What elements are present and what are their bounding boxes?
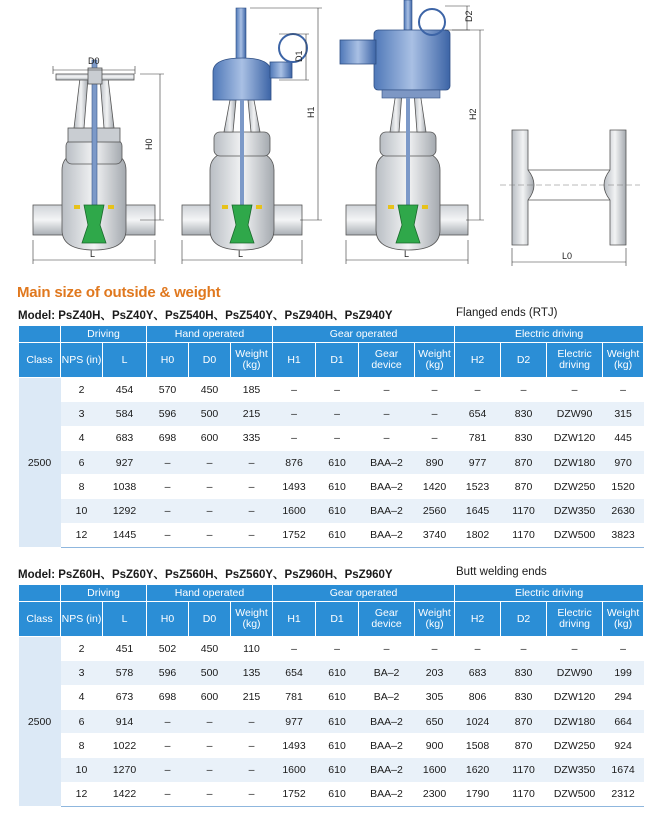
model-list: PsZ40H、PsZ40Y、PsZ540H、PsZ540Y、PsZ940H、PsZ940Y [58, 310, 393, 322]
cell-d1: 610 [316, 475, 359, 499]
cell-h2: 1523 [455, 475, 501, 499]
cell-d1: 610 [316, 685, 359, 709]
cell-hand-weight: – [231, 782, 273, 806]
table-row [19, 426, 644, 450]
th-hand-weight: Weight (kg) [231, 343, 273, 378]
th-driving: Driving [61, 585, 147, 602]
cell-gear-weight: 2300 [415, 782, 455, 806]
cell-h1: 977 [273, 709, 316, 733]
cell-d0: 600 [189, 685, 231, 709]
cell-h0: 570 [147, 378, 189, 402]
cell-l: 1292 [103, 499, 147, 523]
cell-h0: – [147, 450, 189, 474]
table-row [19, 758, 644, 782]
cell-h0: 596 [147, 661, 189, 685]
cell-hand-weight: – [231, 475, 273, 499]
cell-nps: 4 [61, 685, 103, 709]
th-electric-driving: Electric driving [547, 343, 603, 378]
cell-l: 1422 [103, 782, 147, 806]
cell-d1: 610 [316, 661, 359, 685]
cell-d2: – [501, 637, 547, 661]
cell-nps: 4 [61, 426, 103, 450]
cell-d0: – [189, 709, 231, 733]
th-gear: Gear operated [273, 585, 455, 602]
cell-class: 2500 [19, 637, 61, 807]
cell-hand-weight: 185 [231, 378, 273, 402]
cell-hand-weight: – [231, 709, 273, 733]
cell-electric-driving: – [547, 378, 603, 402]
cell-gear-device: – [359, 637, 415, 661]
th-gear: Gear operated [273, 326, 455, 343]
cell-electric-driving: DZW180 [547, 450, 603, 474]
th-electric-weight: Weight (kg) [603, 343, 644, 378]
cell-h0: – [147, 523, 189, 547]
cell-gear-device: BA–2 [359, 661, 415, 685]
cell-d2: 1170 [501, 758, 547, 782]
h1-dim-label: H1 [306, 106, 316, 118]
cell-d0: – [189, 475, 231, 499]
cell-h1: – [273, 402, 316, 426]
cell-l: 1022 [103, 734, 147, 758]
cell-h2: 1620 [455, 758, 501, 782]
cell-h1: 654 [273, 661, 316, 685]
cell-l: 1270 [103, 758, 147, 782]
th-h2: H2 [455, 602, 501, 637]
cell-nps: 12 [61, 523, 103, 547]
cell-l: 584 [103, 402, 147, 426]
th-gear-device: Gear device [359, 602, 415, 637]
table-body-butt [19, 637, 644, 807]
cell-gear-device: BAA–2 [359, 499, 415, 523]
table-row [19, 709, 644, 733]
cell-nps: 2 [61, 378, 103, 402]
cell-d0: – [189, 782, 231, 806]
cell-h1: 1752 [273, 523, 316, 547]
th-class: Class [19, 343, 61, 378]
cell-h0: 698 [147, 685, 189, 709]
cell-d1: 610 [316, 523, 359, 547]
cell-d0: – [189, 450, 231, 474]
cell-d1: 610 [316, 450, 359, 474]
electric-driving-valve-drawing [340, 0, 484, 264]
cell-h0: 698 [147, 426, 189, 450]
cell-nps: 3 [61, 402, 103, 426]
cell-d0: 450 [189, 637, 231, 661]
cell-hand-weight: – [231, 499, 273, 523]
d1-dim-label: D1 [294, 50, 304, 62]
cell-d0: – [189, 499, 231, 523]
cell-electric-weight: 294 [603, 685, 644, 709]
cell-h1: – [273, 637, 316, 661]
th-hand: Hand operated [147, 326, 273, 343]
cell-d1: 610 [316, 758, 359, 782]
cell-h2: 1645 [455, 499, 501, 523]
cell-gear-device: BAA–2 [359, 523, 415, 547]
cell-gear-weight: 650 [415, 709, 455, 733]
cell-l: 451 [103, 637, 147, 661]
cell-h2: 977 [455, 450, 501, 474]
cell-h2: 1802 [455, 523, 501, 547]
cell-d2: 870 [501, 709, 547, 733]
d0-dim-label: D0 [88, 56, 100, 66]
cell-l: 578 [103, 661, 147, 685]
cell-nps: 10 [61, 499, 103, 523]
cell-electric-weight: 315 [603, 402, 644, 426]
cell-gear-weight: 890 [415, 450, 455, 474]
cell-h1: 1600 [273, 499, 316, 523]
table-row [19, 782, 644, 806]
cell-d2: 870 [501, 475, 547, 499]
th-l: L [103, 602, 147, 637]
th-driving: Driving [61, 326, 147, 343]
cell-gear-device: BAA–2 [359, 734, 415, 758]
cell-gear-weight: – [415, 378, 455, 402]
cell-gear-weight: 1600 [415, 758, 455, 782]
cell-h2: 654 [455, 402, 501, 426]
cell-h2: – [455, 378, 501, 402]
cell-d1: 610 [316, 499, 359, 523]
cell-hand-weight: 110 [231, 637, 273, 661]
cell-electric-weight: 2630 [603, 499, 644, 523]
cell-electric-weight: – [603, 637, 644, 661]
l-dim-label-hand: L [90, 249, 96, 259]
th-d1: D1 [316, 343, 359, 378]
cell-d0: 500 [189, 402, 231, 426]
cell-gear-weight: 2560 [415, 499, 455, 523]
cell-h0: – [147, 758, 189, 782]
th-electric: Electric driving [455, 326, 644, 343]
cell-d0: 600 [189, 426, 231, 450]
cell-electric-driving: DZW250 [547, 475, 603, 499]
model-label: Model: [18, 569, 56, 581]
cell-nps: 12 [61, 782, 103, 806]
th-h1: H1 [273, 602, 316, 637]
table-row [19, 661, 644, 685]
th-gear-weight: Weight (kg) [415, 343, 455, 378]
cell-nps: 3 [61, 661, 103, 685]
cell-gear-device: BAA–2 [359, 709, 415, 733]
th-d0: D0 [189, 602, 231, 637]
table-row [19, 378, 644, 402]
cell-electric-driving: DZW350 [547, 499, 603, 523]
cell-d2: 870 [501, 734, 547, 758]
th-l: L [103, 343, 147, 378]
cell-hand-weight: – [231, 450, 273, 474]
th-gear-weight: Weight (kg) [415, 602, 455, 637]
cell-gear-device: BAA–2 [359, 475, 415, 499]
cell-h0: 596 [147, 402, 189, 426]
table-row [19, 685, 644, 709]
cell-d1: – [316, 426, 359, 450]
cell-nps: 6 [61, 709, 103, 733]
cell-gear-device: BAA–2 [359, 782, 415, 806]
th-h2: H2 [455, 343, 501, 378]
d2-dim-label: D2 [464, 10, 474, 22]
cell-h1: 1752 [273, 782, 316, 806]
cell-electric-driving: DZW90 [547, 661, 603, 685]
model-label: Model: [18, 310, 56, 322]
cell-d0: – [189, 523, 231, 547]
cell-hand-weight: – [231, 523, 273, 547]
cell-d0: – [189, 734, 231, 758]
cell-d2: 870 [501, 450, 547, 474]
cell-hand-weight: 335 [231, 426, 273, 450]
cell-electric-weight: 924 [603, 734, 644, 758]
cell-h1: 1600 [273, 758, 316, 782]
cell-nps: 10 [61, 758, 103, 782]
cell-h1: – [273, 378, 316, 402]
cell-electric-driving: DZW180 [547, 709, 603, 733]
th-h0: H0 [147, 343, 189, 378]
cell-d1: – [316, 378, 359, 402]
cell-h2: 1790 [455, 782, 501, 806]
cell-nps: 6 [61, 450, 103, 474]
spec-table-butt [18, 584, 644, 807]
cell-l: 683 [103, 426, 147, 450]
th-hand-weight: Weight (kg) [231, 602, 273, 637]
cell-electric-driving: DZW250 [547, 734, 603, 758]
th-hand: Hand operated [147, 585, 273, 602]
cell-d2: 830 [501, 685, 547, 709]
cell-d2: 1170 [501, 523, 547, 547]
cell-d1: 610 [316, 709, 359, 733]
table-row [19, 637, 644, 661]
ends-type: Flanged ends (RTJ) [456, 307, 558, 319]
cell-d1: – [316, 637, 359, 661]
cell-gear-weight: 305 [415, 685, 455, 709]
cell-electric-driving: DZW90 [547, 402, 603, 426]
cell-d2: – [501, 378, 547, 402]
cell-l: 454 [103, 378, 147, 402]
cell-class: 2500 [19, 378, 61, 548]
cell-h0: 502 [147, 637, 189, 661]
cell-d0: – [189, 758, 231, 782]
cell-gear-device: BAA–2 [359, 758, 415, 782]
cell-h2: 1508 [455, 734, 501, 758]
cell-hand-weight: – [231, 758, 273, 782]
cell-h2: 781 [455, 426, 501, 450]
th-nps: NPS (in) [61, 343, 103, 378]
cell-d1: 610 [316, 734, 359, 758]
cell-electric-weight: – [603, 378, 644, 402]
th-gear-device: Gear device [359, 343, 415, 378]
cell-gear-weight: 203 [415, 661, 455, 685]
cell-h2: 1024 [455, 709, 501, 733]
cell-gear-weight: 3740 [415, 523, 455, 547]
cell-l: 927 [103, 450, 147, 474]
h2-dim-label: H2 [468, 108, 478, 120]
model-line-butt [18, 566, 643, 582]
cell-l: 1445 [103, 523, 147, 547]
cell-nps: 2 [61, 637, 103, 661]
cell-hand-weight: 215 [231, 402, 273, 426]
cell-d2: 1170 [501, 782, 547, 806]
cell-electric-weight: 664 [603, 709, 644, 733]
cell-d2: 830 [501, 661, 547, 685]
cell-electric-weight: 2312 [603, 782, 644, 806]
valve-drawings [0, 0, 650, 278]
cell-h2: 683 [455, 661, 501, 685]
cell-gear-device: BA–2 [359, 685, 415, 709]
model-line-flanged [18, 307, 643, 323]
cell-electric-weight: 1520 [603, 475, 644, 499]
th-electric-weight: Weight (kg) [603, 602, 644, 637]
l0-dim-label: L0 [562, 251, 573, 261]
spec-table-flanged [18, 325, 644, 548]
table-body-flanged [19, 378, 644, 548]
flange-ends-drawing [500, 130, 640, 266]
gear-operated-valve-drawing [182, 8, 322, 264]
cell-electric-driving: DZW500 [547, 523, 603, 547]
cell-hand-weight: 215 [231, 685, 273, 709]
th-class-spacer [19, 585, 61, 602]
cell-electric-weight: 970 [603, 450, 644, 474]
cell-gear-weight: – [415, 426, 455, 450]
cell-gear-device: BAA–2 [359, 450, 415, 474]
cell-h1: 781 [273, 685, 316, 709]
cell-electric-driving: DZW500 [547, 782, 603, 806]
th-class-spacer [19, 326, 61, 343]
l-dim-label-gear: L [238, 249, 244, 259]
th-d0: D0 [189, 343, 231, 378]
cell-gear-weight: 900 [415, 734, 455, 758]
cell-d1: – [316, 402, 359, 426]
cell-d0: 500 [189, 661, 231, 685]
cell-electric-weight: 445 [603, 426, 644, 450]
table-row [19, 523, 644, 547]
cell-h1: – [273, 426, 316, 450]
th-class: Class [19, 602, 61, 637]
table-row [19, 499, 644, 523]
cell-h0: – [147, 734, 189, 758]
cell-d0: 450 [189, 378, 231, 402]
cell-l: 673 [103, 685, 147, 709]
cell-hand-weight: – [231, 734, 273, 758]
cell-d2: 1170 [501, 499, 547, 523]
cell-h2: 806 [455, 685, 501, 709]
cell-electric-weight: 199 [603, 661, 644, 685]
cell-h1: 1493 [273, 475, 316, 499]
cell-electric-driving: DZW120 [547, 426, 603, 450]
th-electric-driving: Electric driving [547, 602, 603, 637]
th-electric: Electric driving [455, 585, 644, 602]
th-nps: NPS (in) [61, 602, 103, 637]
cell-h1: 1493 [273, 734, 316, 758]
cell-nps: 8 [61, 734, 103, 758]
cell-h1: 876 [273, 450, 316, 474]
th-h0: H0 [147, 602, 189, 637]
cell-gear-weight: – [415, 402, 455, 426]
cell-nps: 8 [61, 475, 103, 499]
table-row [19, 475, 644, 499]
cell-electric-driving: DZW350 [547, 758, 603, 782]
cell-l: 914 [103, 709, 147, 733]
cell-d2: 830 [501, 402, 547, 426]
table-row [19, 402, 644, 426]
cell-electric-weight: 3823 [603, 523, 644, 547]
cell-hand-weight: 135 [231, 661, 273, 685]
hand-operated-valve-drawing [33, 56, 164, 264]
ends-type: Butt welding ends [456, 566, 547, 578]
th-d2: D2 [501, 343, 547, 378]
cell-electric-driving: DZW120 [547, 685, 603, 709]
cell-gear-weight: – [415, 637, 455, 661]
cell-gear-device: – [359, 402, 415, 426]
cell-gear-device: – [359, 426, 415, 450]
cell-d1: 610 [316, 782, 359, 806]
th-d2: D2 [501, 602, 547, 637]
th-d1: D1 [316, 602, 359, 637]
cell-l: 1038 [103, 475, 147, 499]
cell-h2: – [455, 637, 501, 661]
model-list: PsZ60H、PsZ60Y、PsZ560H、PsZ560Y、PsZ960H、PsZ960Y [58, 569, 393, 581]
cell-h0: – [147, 709, 189, 733]
table-row [19, 450, 644, 474]
cell-h0: – [147, 782, 189, 806]
cell-electric-driving: – [547, 637, 603, 661]
th-h1: H1 [273, 343, 316, 378]
table-row [19, 734, 644, 758]
section-title: Main size of outside & weight [17, 284, 221, 301]
cell-gear-device: – [359, 378, 415, 402]
cell-gear-weight: 1420 [415, 475, 455, 499]
cell-h0: – [147, 499, 189, 523]
cell-electric-weight: 1674 [603, 758, 644, 782]
h0-dim-label: H0 [144, 138, 154, 150]
cell-h0: – [147, 475, 189, 499]
cell-d2: 830 [501, 426, 547, 450]
l-dim-label-electric: L [404, 249, 410, 259]
